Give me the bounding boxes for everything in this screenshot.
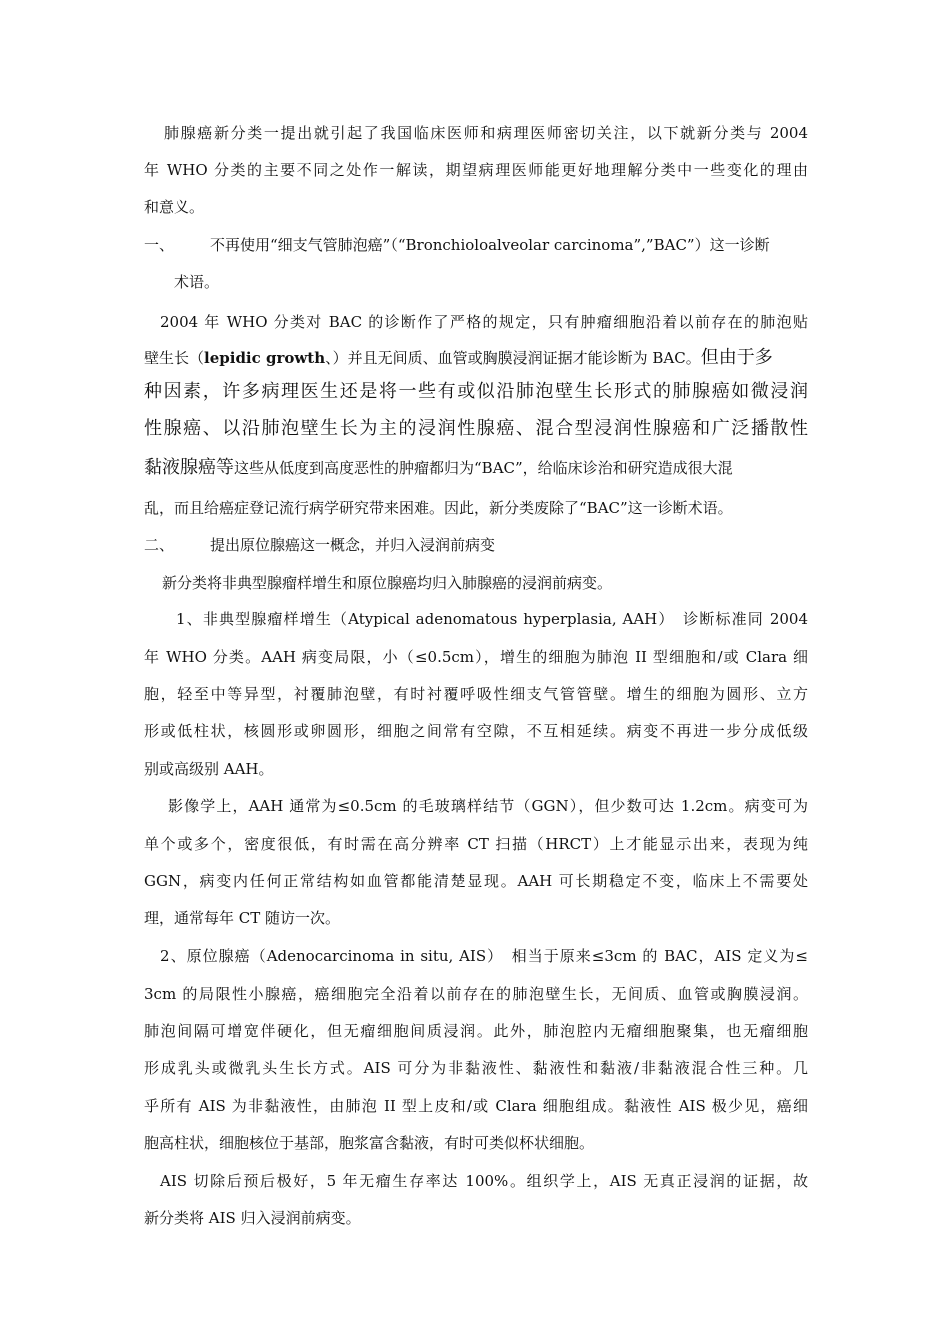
imaging-line-2: 单个或多个，密度很低，有时需在高分辨率 CT 扫描（HRCT）上才能显示出来，表现为纯 — [144, 835, 808, 853]
aah-line-1: 1、非典型腺瘤样增生（Atypical adenomatous hyperplasia, AAH） 诊断标准同 2004 — [176, 610, 808, 628]
bac-line-6: 乱，而且给癌症登记流行病学研究带来困难。因此，新分类废除了“BAC”这一诊断术语。 — [144, 499, 733, 517]
bac-line-3: 种因素，许多病理医生还是将一些有或似沿肺泡壁生长形式的肺腺癌如微浸润 — [144, 381, 808, 402]
prognosis-line-1: AIS 切除后预后极好，5 年无瘤生存率达 100%。组织学上，AIS 无真正浸润的证据，故 — [160, 1172, 808, 1190]
intro-line-2: 年 WHO 分类的主要不同之处作一解读，期望病理医师能更好地理解分类中一些变化的理由 — [144, 161, 808, 179]
section-1-title: 不再使用“细支气管肺泡癌”（“Bronchioloalveolar carcinoma”,”BAC”）这一诊断 — [210, 236, 770, 254]
ais-line-5: 乎所有 AIS 为非黏液性，由肺泡 II 型上皮和/或 Clara 细胞组成。黏液性 AIS 极少见，癌细 — [144, 1097, 808, 1115]
section-1-title-cont: 术语。 — [174, 273, 220, 291]
bac-lepidic-term: lepidic growth — [204, 349, 326, 367]
intro-line-3: 和意义。 — [144, 198, 205, 216]
section-2-title: 提出原位腺癌这一概念，并归入浸润前病变 — [210, 536, 496, 554]
section-2-heading — [144, 535, 808, 555]
aah-line-3: 胞，轻至中等异型，衬覆肺泡壁，有时衬覆呼吸性细支气管管壁。增生的细胞为圆形、立方 — [144, 685, 808, 703]
prognosis-line-2: 新分类将 AIS 归入浸润前病变。 — [144, 1209, 361, 1227]
ais-line-4: 形成乳头或微乳头生长方式。AIS 可分为非黏液性、黏液性和黏液/非黏液混合性三种。几 — [144, 1059, 808, 1077]
imaging-line-1: 影像学上，AAH 通常为≤0.5cm 的毛玻璃样结节（GGN），但少数可达 1.2cm。病变可为 — [168, 797, 808, 815]
ais-line-2: 3cm 的局限性小腺癌，癌细胞完全沿着以前存在的肺泡壁生长，无间质、血管或胸膜浸润。 — [144, 985, 808, 1003]
section-2-number: 二、 — [144, 536, 175, 554]
section-1-heading — [144, 235, 808, 255]
section-2-intro: 新分类将非典型腺瘤样增生和原位腺癌均归入肺腺癌的浸润前病变。 — [162, 574, 613, 592]
ais-line-6: 胞高柱状，细胞核位于基部，胞浆富含黏液，有时可类似杯状细胞。 — [144, 1134, 595, 1152]
aah-line-4: 形或低柱状，核圆形或卵圆形，细胞之间常有空隙，不互相延续。病变不再进一步分成低级 — [144, 722, 808, 740]
section-1-number: 一、 — [144, 236, 175, 254]
bac-line-2-large: 但由于多 — [700, 347, 773, 368]
bac-line-4: 性腺癌、以沿肺泡壁生长为主的浸润性腺癌、混合型浸润性腺癌和广泛播散性 — [144, 418, 808, 439]
bac-line-5-rest: 这些从低度到高度恶性的肿瘤都归为“BAC”，给临床诊治和研究造成很大混 — [234, 459, 733, 477]
imaging-line-3: GGN，病变内任何正常结构如血管都能清楚显现。AAH 可长期稳定不变，临床上不需要处 — [144, 872, 808, 890]
bac-line-5 — [144, 458, 808, 478]
bac-line-1: 2004 年 WHO 分类对 BAC 的诊断作了严格的规定，只有肿瘤细胞沿着以前存在的肺泡贴 — [160, 313, 808, 331]
aah-line-5: 别或高级别 AAH。 — [144, 760, 274, 778]
ais-line-1: 2、原位腺癌（Adenocarcinoma in situ, AIS） 相当于原来≤3cm 的 BAC，AIS 定义为≤ — [160, 947, 808, 965]
ais-line-3: 肺泡间隔可增宽伴硬化，但无瘤细胞间质浸润。此外，肺泡腔内无瘤细胞聚集，也无瘤细胞 — [144, 1022, 808, 1040]
intro-line-1: 肺腺癌新分类一提出就引起了我国临床医师和病理医师密切关注，以下就新分类与 2004 — [164, 124, 808, 142]
bac-line-5-large: 黏液腺癌等 — [144, 457, 234, 478]
aah-line-2: 年 WHO 分类。AAH 病变局限，小（≤0.5cm），增生的细胞为肺泡 II 型细胞和/或 Clara 细 — [144, 648, 808, 666]
imaging-line-4: 理，通常每年 CT 随访一次。 — [144, 909, 341, 927]
bac-line-2 — [144, 348, 808, 368]
bac-line-2-mid: 、）并且无间质、血管或胸膜浸润证据才能诊断为 BAC。 — [325, 349, 701, 367]
bac-line-2-prefix: 壁生长（ — [144, 349, 205, 367]
